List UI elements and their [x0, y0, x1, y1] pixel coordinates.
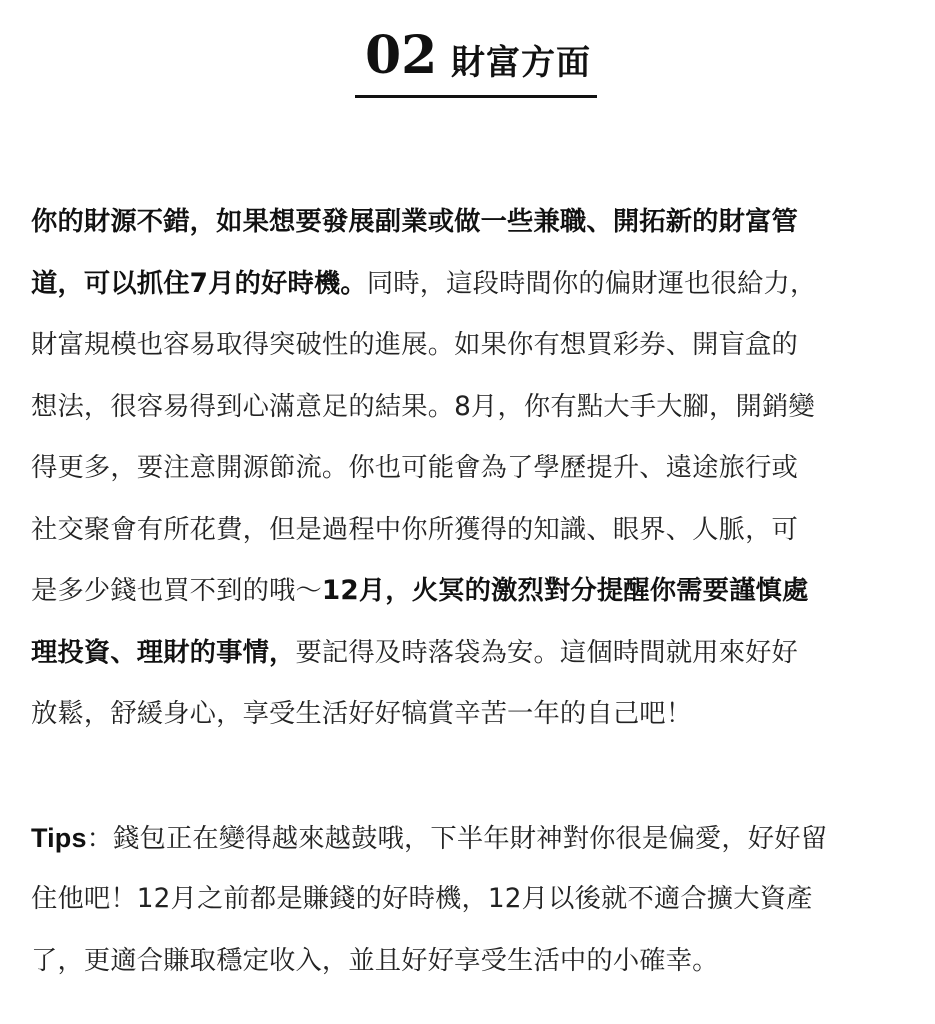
body-text: 同時，這段時間你的偏財運也很給力，: [366, 268, 817, 299]
article-body: [31, 196, 917, 996]
highlight-text: 理投資、理財的事情，: [31, 637, 296, 668]
header-underline: [355, 95, 597, 98]
paragraph-line: [31, 565, 917, 627]
paragraph-line: 社交聚會有所花費，但是過程中你所獲得的知識、眼界、人脈，可: [31, 514, 798, 545]
paragraph-line: [31, 258, 917, 320]
tips-label: Tips: [31, 822, 87, 853]
tips-line: 住他吧！12月之前都是賺錢的好時機，12月以後就不適合擴大資產: [31, 884, 813, 914]
body-text: 要記得及時落袋為安。這個時間就用來好好: [295, 637, 798, 668]
paragraph-gap: [31, 750, 917, 812]
tips-line: 了，更適合賺取穩定收入，並且好好享受生活中的小確幸。: [31, 945, 719, 976]
body-text: 是多少錢也買不到的哦～: [31, 576, 322, 606]
highlight-text: 12月，火冥的激烈對分提醒你需要謹慎處: [321, 576, 809, 606]
paragraph-line: 想法，很容易得到心滿意足的結果。8月，你有點大手大腳，開銷變: [31, 391, 815, 422]
paragraph-line: [31, 196, 917, 258]
section-header: [355, 22, 597, 100]
tips-line: [31, 812, 917, 874]
paragraph-line: 得更多，要注意開源節流。你也可能會為了學歷提升、遠途旅行或: [31, 453, 798, 483]
highlight-text: 道，可以抓住7月的好時機。: [31, 268, 367, 299]
paragraph-line: [31, 627, 917, 689]
tips-text: ：錢包正在變得越來越鼓哦，下半年財神對你很是偏愛，好好留: [86, 823, 828, 854]
paragraph-line: 財富規模也容易取得突破性的進展。如果你有想買彩券、開盲盒的: [31, 330, 798, 360]
highlight-text: 你的財源不錯，如果想要發展副業或做一些兼職、開拓新的財富管: [31, 207, 798, 237]
section-title: 財富方面: [451, 43, 591, 83]
paragraph-line: 放鬆，舒緩身心，享受生活好好犒賞辛苦一年的自己吧！: [31, 699, 693, 729]
section-number: 02: [365, 25, 438, 86]
